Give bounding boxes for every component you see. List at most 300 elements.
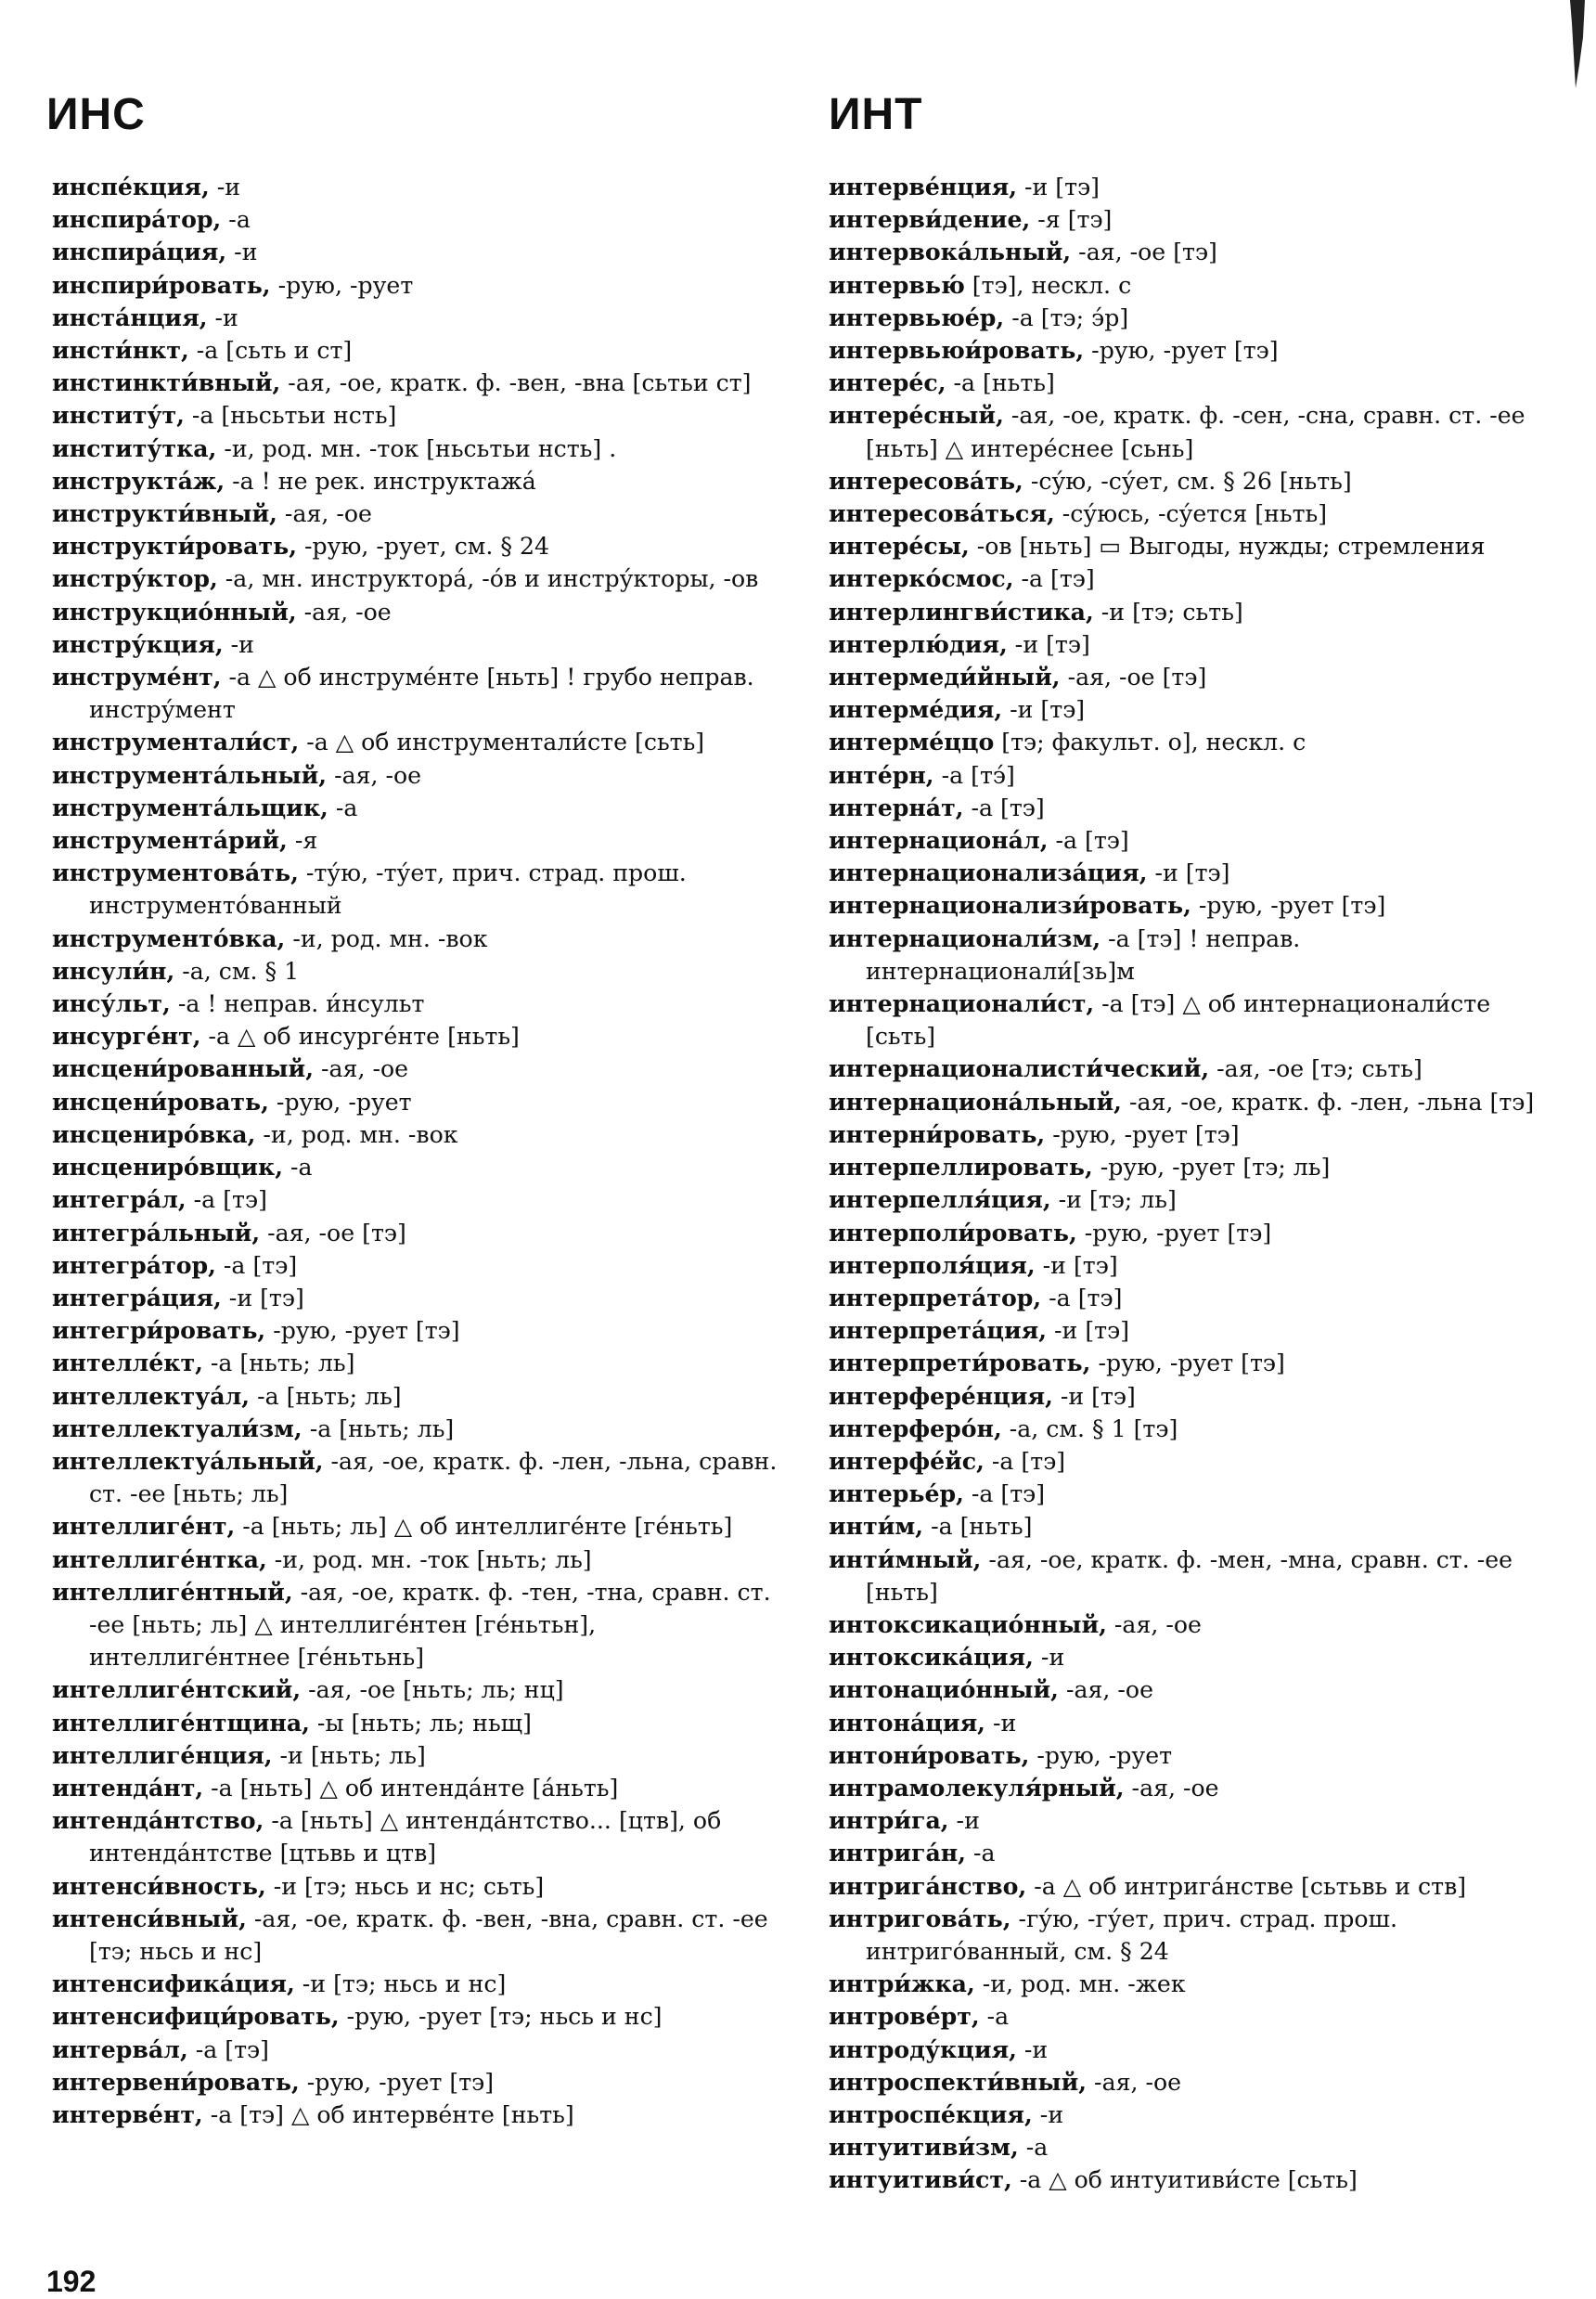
dictionary-entry	[829, 1151, 1560, 1183]
entry-headword: интернационали́ст,	[829, 989, 1095, 1018]
dictionary-entry	[829, 1249, 1560, 1282]
entry-headword: интернациона́л,	[829, 826, 1049, 855]
dictionary-entry	[52, 1183, 783, 1216]
entry-headword: интрамолекуля́рный,	[829, 1773, 1125, 1802]
entry-headword: интроду́кция,	[829, 2034, 1017, 2063]
entry-details: -ая, -ое [ньть; ль; нц]	[301, 1676, 564, 1704]
dictionary-entry	[52, 1707, 783, 1739]
entry-details: -а [тэ]	[963, 1480, 1046, 1508]
entry-details: -рую, -рует [тэ]	[1045, 1120, 1240, 1148]
dictionary-entry	[52, 2034, 783, 2066]
entry-headword: инструкти́ровать,	[52, 532, 297, 561]
dictionary-entry	[829, 596, 1560, 628]
entry-headword: интерве́нт,	[52, 2099, 203, 2128]
entry-headword: интервьюи́ровать,	[829, 336, 1085, 365]
entry-details: -и	[207, 304, 238, 331]
entry-headword: интерпрета́ция,	[829, 1316, 1048, 1345]
dictionary-entry	[52, 1968, 783, 2000]
dictionary-entry	[52, 1347, 783, 1379]
entry-headword: интерполя́ция,	[829, 1250, 1036, 1279]
dictionary-entry	[829, 923, 1560, 988]
entry-headword: интри́жка,	[829, 1970, 975, 1998]
entry-headword: инструмента́льщик,	[52, 793, 328, 821]
entry-headword: интеллектуа́л,	[52, 1381, 251, 1410]
entry-details: -а [тэ]	[187, 2035, 269, 2063]
entry-details: -а, см. § 1 [тэ]	[1001, 1414, 1178, 1442]
dictionary-entry	[52, 1739, 783, 1772]
entry-headword: институ́т,	[52, 401, 185, 430]
entry-details: -ая, -ое, кратк. ф. -мен, -мна, сравн. ст. -ее [ньть]	[866, 1545, 1513, 1606]
entry-headword: интерлю́дия,	[829, 629, 1008, 658]
dictionary-entry	[829, 1118, 1560, 1151]
column-right	[829, 171, 1560, 2197]
dictionary-entry	[829, 1413, 1560, 1445]
dictionary-entry	[829, 203, 1560, 236]
entry-headword: инструме́нт,	[52, 663, 222, 691]
entry-details: -я	[287, 827, 318, 855]
dictionary-entry	[829, 1510, 1560, 1543]
entry-details: -и [тэ]	[1052, 1382, 1136, 1410]
dictionary-entry	[52, 302, 783, 334]
entry-details: -а [тэ]	[215, 1251, 298, 1279]
dictionary-entry	[52, 203, 783, 236]
entry-details: -рую, -рует [тэ]	[1076, 1219, 1272, 1246]
entry-headword: интонацио́нный,	[829, 1675, 1059, 1704]
entry-details: -а [ньть] △ интенда́нтство... [цтв], об интенда́нтстве [цтьвь и цтв]	[89, 1807, 722, 1867]
entry-details: -а	[221, 206, 251, 234]
dictionary-entry	[52, 2000, 783, 2033]
entry-details: -а [ньть; ль]	[202, 1350, 355, 1377]
entry-headword: интернациона́льный,	[829, 1087, 1122, 1116]
entry-headword: интернационалисти́ческий,	[829, 1054, 1210, 1083]
entry-headword: инсти́нкт,	[52, 336, 189, 365]
dictionary-entry	[829, 1314, 1560, 1347]
dictionary-entry	[52, 269, 783, 302]
dictionary-entry	[52, 1249, 783, 1282]
running-head-left: ИНС	[46, 90, 146, 139]
dictionary-entry	[829, 497, 1560, 530]
entry-headword: интерве́нция,	[829, 173, 1017, 200]
entry-details: -и [тэ]	[1007, 630, 1090, 658]
entry-headword: интеллиге́нт,	[52, 1512, 236, 1541]
dictionary-entry	[829, 1903, 1560, 1968]
dictionary-entry	[52, 1413, 783, 1445]
entry-headword: интерфере́нция,	[829, 1381, 1053, 1410]
dictionary-entry	[52, 2066, 783, 2099]
entry-details: -а ! не рек. инструктажа́	[225, 467, 536, 495]
entry-details: -а [тэ; э́р]	[1004, 304, 1129, 331]
entry-headword: инсцени́ровать,	[52, 1087, 269, 1116]
entry-details: -ая, -ое [тэ; сьть]	[1209, 1055, 1422, 1083]
dictionary-entry	[829, 759, 1560, 792]
dictionary-entry	[52, 1510, 783, 1543]
entry-headword: интенсифика́ция,	[52, 1970, 295, 1998]
dictionary-entry	[52, 1380, 783, 1413]
entry-details: -и [тэ]	[1035, 1251, 1118, 1279]
entry-details: -ая, -ое, кратк. ф. -сен, -сна, сравн. ст. -ее [ньть] △ интере́снее [сьнь]	[866, 402, 1525, 462]
entry-details: -ая, -ое, кратк. ф. -вен, -вна, сравн. ст. -ее [тэ; ньсь и нс]	[89, 1905, 768, 1965]
entry-details: -и [ньть; ль]	[272, 1741, 426, 1769]
entry-headword: интеллиге́нтка,	[52, 1544, 267, 1573]
entry-headword: интенси́вный,	[52, 1904, 247, 1932]
column-left	[52, 171, 783, 2131]
entry-headword: интеллиге́нтщина,	[52, 1708, 310, 1737]
dictionary-entry	[52, 1118, 783, 1151]
entry-details: -а △ об интрига́нстве [сьтьвь и ств]	[1026, 1872, 1467, 1900]
entry-headword: инста́нция,	[52, 303, 208, 331]
dictionary-entry	[829, 2163, 1560, 2196]
entry-details: -а	[979, 2003, 1010, 2031]
entry-headword: интернационали́зм,	[829, 923, 1101, 952]
entry-details: -и, род. мн. -жек	[974, 1970, 1186, 1998]
dictionary-entry	[52, 236, 783, 268]
entry-headword: инти́м,	[829, 1512, 924, 1541]
entry-details: -ая, -ое, кратк. ф. -вен, -вна [сьтьи ст]	[280, 369, 752, 397]
entry-headword: интрига́н,	[829, 1839, 966, 1867]
entry-details: -а [тэ] △ об интернационали́сте [сьть]	[866, 990, 1491, 1051]
entry-details: -а ! неправ. и́нсульт	[170, 990, 425, 1018]
entry-details: -ая, -ое, кратк. ф. -лен, -льна [тэ]	[1121, 1088, 1535, 1116]
entry-details: -а	[283, 1154, 313, 1182]
scan-edge-mark	[1566, 0, 1587, 88]
entry-details: -а [тэ]	[1041, 1284, 1123, 1311]
entry-headword: интерпеллировать,	[829, 1153, 1093, 1182]
dictionary-entry	[52, 792, 783, 824]
entry-details: -рую, -рует	[1029, 1741, 1173, 1769]
entry-headword: интерье́р,	[829, 1479, 964, 1508]
dictionary-entry	[829, 824, 1560, 857]
dictionary-entry	[829, 1641, 1560, 1673]
dictionary-entry	[829, 1086, 1560, 1118]
entry-details: -и	[1016, 2035, 1049, 2063]
entry-details: -а [сьть и ст]	[188, 337, 353, 365]
entry-details: -а [ньть]	[946, 369, 1055, 397]
entry-details: -и	[226, 239, 258, 266]
dictionary-entry	[52, 923, 783, 955]
entry-headword: интерферо́н,	[829, 1414, 1002, 1442]
entry-headword: интерви́дение,	[829, 205, 1031, 234]
entry-headword: интерва́л,	[52, 2034, 188, 2063]
entry-headword: интенси́вность,	[52, 1871, 266, 1900]
entry-details: -и [тэ]	[1002, 696, 1086, 724]
entry-details: -и [тэ]	[1147, 859, 1230, 887]
entry-details: -а [ньть; ль]	[302, 1414, 455, 1442]
dictionary-entry	[829, 1772, 1560, 1804]
dictionary-entry	[52, 562, 783, 595]
dictionary-entry	[52, 1314, 783, 1347]
dictionary-entry	[52, 1282, 783, 1314]
entry-headword: интегра́л,	[52, 1185, 187, 1214]
entry-headword: интенда́нт,	[52, 1773, 204, 1802]
entry-details: -и, род. мн. -ток [ньсьтьи нсть] .	[216, 434, 617, 462]
dictionary-entry	[52, 1445, 783, 1510]
dictionary-entry	[829, 269, 1560, 302]
entry-headword: интермеди́йный,	[829, 663, 1061, 691]
entry-details: -гу́ю, -гу́ет, прич. страд. прош. интриго́ванный, см. § 24	[866, 1905, 1397, 1965]
dictionary-entry	[52, 1576, 783, 1674]
dictionary-entry	[829, 988, 1560, 1053]
entry-details: -а [тэ]	[963, 794, 1045, 821]
entry-details: -а	[328, 794, 358, 821]
entry-details: -а [ньть] △ об интенда́нте [а́ньть]	[203, 1774, 619, 1802]
entry-details: -и [тэ]	[1047, 1317, 1130, 1345]
dictionary-entry	[52, 1020, 783, 1053]
entry-headword: интервью́	[829, 270, 965, 299]
entry-details: -рую, -рует [тэ]	[1090, 1350, 1285, 1377]
dictionary-entry	[829, 465, 1560, 497]
entry-headword: интрове́рт,	[829, 2002, 980, 2031]
running-head-right: ИНТ	[829, 90, 923, 139]
dictionary-entry	[829, 661, 1560, 693]
entry-headword: инсцениро́вщик,	[52, 1153, 284, 1182]
entry-headword: интерпрета́тор,	[829, 1283, 1042, 1311]
entry-details: -а [тэ] △ об интерве́нте [ньть]	[202, 2100, 574, 2128]
entry-details: -ая, -ое	[1124, 1774, 1219, 1802]
entry-details: -рую, -рует, см. § 24	[296, 533, 550, 561]
entry-details: -ов [ньть] ▭ Выгоды, нужды; стремления	[969, 533, 1486, 561]
entry-headword: интере́с,	[829, 368, 946, 397]
entry-headword: интоксикацио́нный,	[829, 1609, 1107, 1638]
entry-headword: инспира́тор,	[52, 205, 222, 234]
entry-details: -рую, -рует [тэ; ль]	[1092, 1154, 1331, 1182]
entry-details: -и	[1033, 1644, 1065, 1672]
entry-details: -ая, -ое	[1058, 1676, 1153, 1704]
entry-details: -а [ньсьтьи нсть]	[184, 402, 397, 430]
dictionary-entry	[829, 1673, 1560, 1706]
entry-headword: интервока́льный,	[829, 238, 1072, 266]
dictionary-entry	[829, 2034, 1560, 2066]
entry-headword: интрига́нство,	[829, 1871, 1027, 1900]
entry-details: -и, род. мн. -вок	[285, 924, 488, 952]
entry-details: -и [тэ]	[221, 1284, 304, 1311]
dictionary-entry	[52, 824, 783, 857]
entry-headword: инструмента́рий,	[52, 826, 288, 855]
entry-details: -и [тэ; ль]	[1050, 1186, 1177, 1214]
entry-details: -а [ньть; ль] △ об интеллиге́нте [ге́ньть]	[235, 1513, 733, 1541]
dictionary-entry	[829, 334, 1560, 367]
dictionary-entry	[829, 1804, 1560, 1837]
entry-details: -ая, -ое	[296, 598, 392, 626]
entry-details: -и	[1032, 2100, 1064, 2128]
entry-headword: интересова́ться,	[829, 499, 1055, 528]
entry-headword: интерполи́ровать,	[829, 1218, 1077, 1246]
entry-details: -а △ об инструментали́сте [сьть]	[299, 729, 705, 756]
entry-details: -а, см. § 1	[174, 957, 300, 985]
entry-details: -а △ об инсурге́нте [ньть]	[200, 1023, 520, 1051]
entry-details: -а [тэ́]	[933, 761, 1015, 789]
entry-details: -ая, -ое	[1087, 2068, 1182, 2096]
entry-headword: интерме́дия,	[829, 695, 1003, 724]
dictionary-entry	[52, 2099, 783, 2131]
entry-details: -а, мн. инструктора́, -о́в и инстру́кторы, -ов	[217, 565, 759, 593]
entry-headword: интерна́т,	[829, 793, 964, 821]
entry-details: -и [тэ]	[1017, 174, 1100, 200]
entry-headword: инстинкти́вный,	[52, 368, 281, 397]
entry-headword: интеллиге́нция,	[52, 1740, 273, 1769]
dictionary-entry	[52, 1673, 783, 1706]
entry-details: -и [тэ; сьть]	[1093, 598, 1243, 626]
entry-headword: инсули́н,	[52, 956, 175, 985]
entry-details: -ая, -ое	[277, 500, 372, 528]
dictionary-entry	[52, 367, 783, 399]
dictionary-entry	[52, 988, 783, 1020]
entry-headword: инструменто́вка,	[52, 923, 286, 952]
entry-headword: интервьюе́р,	[829, 303, 1005, 331]
entry-headword: интернационализа́ция,	[829, 859, 1148, 887]
entry-headword: инстру́ктор,	[52, 564, 218, 593]
entry-headword: инструкцио́нный,	[52, 597, 297, 626]
entry-headword: интуитиви́зм,	[829, 2133, 1019, 2162]
entry-details: -а [тэ] ! неправ. интернационали́[зь]м	[866, 924, 1301, 985]
entry-headword: интри́га,	[829, 1806, 949, 1835]
entry-headword: интегра́льный,	[52, 1218, 261, 1246]
dictionary-entry	[829, 857, 1560, 889]
entry-headword: интеллектуали́зм,	[52, 1414, 302, 1442]
entry-headword: интегра́ция,	[52, 1283, 222, 1311]
entry-details: -и [тэ; ньсь и нс; сьть]	[265, 1872, 545, 1900]
dictionary-entry	[52, 399, 783, 432]
entry-headword: интере́сный,	[829, 401, 1004, 430]
dictionary-entry	[52, 433, 783, 465]
entry-details: -а [ньть]	[923, 1513, 1033, 1541]
entry-headword: интроспе́кция,	[829, 2099, 1033, 2128]
entry-headword: интенсифици́ровать,	[52, 2002, 340, 2031]
entry-headword: интере́сы,	[829, 532, 970, 561]
dictionary-entry	[829, 2066, 1560, 2099]
entry-details: -а [тэ]	[186, 1186, 267, 1214]
entry-details: -ая, -ое	[327, 761, 422, 789]
entry-details: -ая, -ое	[1106, 1610, 1202, 1638]
entry-details: [тэ; факульт. о], нескл. с	[994, 729, 1306, 756]
dictionary-entry	[829, 530, 1560, 562]
entry-details: -рую, -рует [тэ]	[1084, 337, 1279, 365]
dictionary-entry	[829, 1870, 1560, 1903]
entry-details: -а [тэ]	[1013, 565, 1095, 593]
dictionary-entry	[829, 171, 1560, 203]
dictionary-entry	[52, 530, 783, 562]
entry-details: -ая, -ое [тэ]	[1060, 664, 1207, 691]
entry-headword: интуитиви́ст,	[829, 2165, 1012, 2194]
entry-headword: инструментова́ть,	[52, 859, 299, 887]
dictionary-entry	[829, 2131, 1560, 2163]
dictionary-entry	[829, 693, 1560, 726]
entry-headword: инсцени́рованный,	[52, 1054, 315, 1083]
entry-details: -а △ об интуитиви́сте [сьть]	[1011, 2166, 1358, 2194]
entry-details: -а [ньть; ль]	[250, 1382, 402, 1410]
entry-headword: инти́мный,	[829, 1544, 982, 1573]
dictionary-entry	[52, 465, 783, 497]
entry-details: -ая, -ое, кратк. ф. -тен, -тна, сравн. ст. -ее [ньть; ль] △ интеллиге́нтен [ге́ньтьн], интеллиге́нтнее [ге́ньтьнь]	[89, 1578, 771, 1672]
entry-headword: инсу́льт,	[52, 989, 171, 1018]
entry-details: -ая, -ое, кратк. ф. -лен, -льна, сравн. ст. -ее [ньть; ль]	[89, 1447, 778, 1508]
entry-details: -и, род. мн. -ток [ньть; ль]	[266, 1545, 592, 1573]
entry-details: -рую, -рует [тэ]	[265, 1317, 460, 1345]
dictionary-entry	[829, 1347, 1560, 1379]
entry-details: -и	[948, 1807, 980, 1835]
entry-headword: инспири́ровать,	[52, 270, 271, 299]
entry-headword: институ́тка,	[52, 433, 217, 462]
dictionary-entry	[52, 1151, 783, 1183]
entry-headword: инсурге́нт,	[52, 1022, 201, 1051]
dictionary-entry	[829, 2000, 1560, 2033]
dictionary-entry	[52, 857, 783, 922]
entry-details: -рую, -рует [тэ]	[299, 2068, 495, 2096]
dictionary-entry	[52, 497, 783, 530]
dictionary-entry	[829, 367, 1560, 399]
entry-headword: инструмента́льный,	[52, 760, 328, 789]
dictionary-entry	[52, 661, 783, 726]
dictionary-entry	[52, 726, 783, 758]
entry-headword: интоксика́ция,	[829, 1643, 1034, 1672]
dictionary-entry	[52, 955, 783, 988]
entry-headword: интернационализи́ровать,	[829, 891, 1191, 920]
dictionary-entry	[829, 399, 1560, 464]
dictionary-entry	[829, 1707, 1560, 1739]
entry-headword: интерко́смос,	[829, 564, 1014, 593]
dictionary-entry	[829, 2099, 1560, 2131]
entry-headword: инструментали́ст,	[52, 728, 300, 756]
entry-details: -и, род. мн. -вок	[255, 1120, 458, 1148]
entry-headword: интегри́ровать,	[52, 1316, 266, 1345]
entry-headword: инструкта́ж,	[52, 466, 225, 495]
entry-headword: инстру́кция,	[52, 629, 224, 658]
dictionary-entry	[829, 1739, 1560, 1772]
entry-headword: интегра́тор,	[52, 1250, 216, 1279]
dictionary-entry	[829, 1217, 1560, 1249]
entry-headword: интенда́нтство,	[52, 1806, 264, 1835]
entry-headword: интеллектуа́льный,	[52, 1446, 324, 1475]
entry-details: -рую, -рует	[270, 271, 414, 299]
entry-details: -а	[965, 1840, 996, 1867]
entry-headword: интона́ция,	[829, 1708, 985, 1737]
dictionary-entry	[829, 628, 1560, 661]
dictionary-entry	[829, 562, 1560, 595]
dictionary-entry	[829, 1837, 1560, 1869]
entry-details: -я [тэ]	[1030, 206, 1113, 234]
dictionary-entry	[52, 1053, 783, 1085]
entry-details: [тэ], нескл. с	[964, 271, 1132, 299]
dictionary-entry	[829, 1445, 1560, 1478]
entry-headword: интони́ровать,	[829, 1740, 1030, 1769]
dictionary-entry	[829, 302, 1560, 334]
entry-headword: инте́рн,	[829, 760, 934, 789]
entry-details: -рую, -рует [тэ]	[1191, 892, 1386, 920]
entry-details: -и	[985, 1709, 1017, 1737]
dictionary-entry	[829, 1282, 1560, 1314]
dictionary-entry	[52, 628, 783, 661]
entry-details: -су́юсь, -су́ется [ньть]	[1054, 500, 1328, 528]
entry-details: -и	[209, 174, 241, 200]
entry-details: -су́ю, -су́ет, см. § 26 [ньть]	[1023, 467, 1352, 495]
entry-details: -ту́ю, -ту́ет, прич. страд. прош. инструменто́ванный	[89, 859, 687, 920]
entry-headword: интерни́ровать,	[829, 1119, 1046, 1148]
entry-headword: интерпрети́ровать,	[829, 1349, 1091, 1377]
entry-headword: интригова́ть,	[829, 1904, 1011, 1932]
entry-details: -ая, -ое [тэ]	[260, 1219, 406, 1246]
entry-details: -ая, -ое [тэ]	[1071, 239, 1217, 266]
dictionary-entry	[829, 1608, 1560, 1641]
dictionary-entry	[829, 726, 1560, 758]
dictionary-entry	[52, 1217, 783, 1249]
entry-headword: интеллиге́нтский,	[52, 1675, 302, 1704]
dictionary-entry	[829, 1478, 1560, 1510]
entry-headword: инспира́ция,	[52, 238, 227, 266]
entry-details: -ы [ньть; ль; ньщ]	[309, 1709, 532, 1737]
dictionary-entry	[52, 334, 783, 367]
dictionary-entry	[52, 1543, 783, 1576]
entry-details: -ая, -ое	[314, 1055, 409, 1083]
dictionary-entry	[52, 1870, 783, 1903]
